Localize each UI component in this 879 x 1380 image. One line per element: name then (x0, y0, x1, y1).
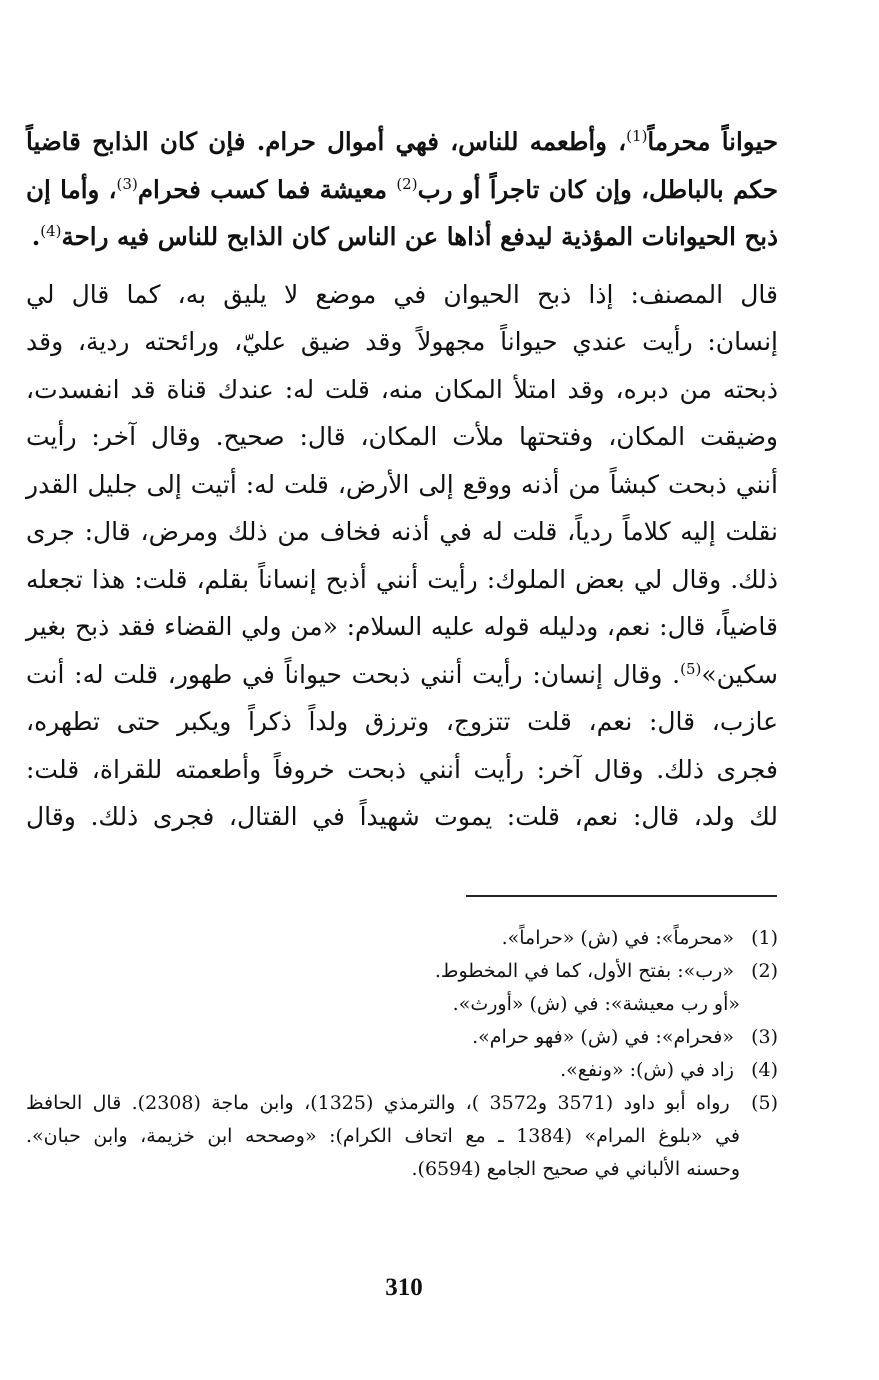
text-line: ذلك. وقال لي بعض الملوك: رأيت أنني أذبح إنساناً بقلم، قلت: هذا تجعله (26, 564, 778, 594)
text-line: حكم بالباطل، وإن كان تاجراً أو رب$^{(2)}$ معيشة فما كسب فحرام$^{(3)}$، وأما إن (26, 174, 778, 204)
footnote-5-continuation: وحسنه الألباني في صحيح الجامع (6594). (411, 1158, 740, 1180)
footnote-marker[interactable]: (2) (396, 174, 418, 193)
footnote-number: (2) (751, 960, 778, 982)
footnote-marker[interactable]: (4) (40, 222, 62, 240)
page-number: 310 (385, 1274, 423, 1301)
footnote-marker[interactable]: (1) (626, 127, 648, 145)
text-line: حيواناً محرماً$^{(1)}$، وأطعمه للناس، فهي أموال حرام. فإن كان الذابح قاضياً (26, 127, 779, 156)
footnote-number: (3) (751, 1026, 778, 1048)
footnote-5-continuation: في «بلوغ المرام» (1384 ـ مع اتحاف الكرام): «وصححه ابن خزيمة، وابن حبان». (26, 1125, 740, 1147)
footnote-1: (1) «محرماً»: في (ش) «حراماً». (26, 922, 778, 955)
text-line: سكين»$^{(5)}$. وقال إنسان: رأيت أنني ذبحت حيواناً في طهور، قلت له: أنت (26, 659, 778, 689)
footnote-divider (466, 895, 777, 897)
footnote-marker[interactable]: (5) (680, 659, 702, 678)
footnote-2-continuation: «أو رب معيشة»: في (ش) «أورث». (452, 993, 740, 1015)
footnotes (26, 922, 778, 1186)
text-line: ذبحته من دبره، وقد امتلأ المكان منه، قلت له: عندك قناة قد انفسدت، (26, 374, 778, 404)
text-line: قال المصنف: إذا ذبح الحيوان في موضع لا يليق به، كما قال لي (26, 279, 778, 309)
text-line: أنني ذبحت كبشاً من أذنه ووقع إلى الأرض، قلت له: أتيت إلى جليل القدر (26, 469, 778, 499)
text-line: وضيقت المكان، وفتحتها ملأت المكان، قال: صحيح. وقال آخر: رأيت (26, 422, 778, 451)
text-line: عازب، قال: نعم، قلت تتزوج، وترزق ولداً ذكراً ويكبر حتى تطهره، (26, 707, 778, 736)
footnote-5: (5) رواه أبو داود (3571 و3572 )، والترمذي (1325)، وابن ماجة (2308). قال الحافظ (26, 1087, 778, 1120)
text-line: قاضياً، قال: نعم، ودليله قوله عليه السلام: «من ولي القضاء فقد ذبح بغير (26, 612, 778, 641)
main-text (26, 118, 778, 841)
footnote-3: (3) «فحرام»: في (ش) «فهو حرام». (26, 1021, 778, 1054)
footnote-2: (2) «رب»: بفتح الأول، كما في المخطوط. (26, 955, 778, 988)
text-line: إنسان: رأيت عندي حيواناً مجهولاً وقد ضيق عليّ، ورائحته ردية، وقد (26, 327, 778, 356)
footnote-number: (1) (751, 927, 778, 949)
paragraph-bold (26, 118, 778, 261)
text-line: لك ولد، قال: نعم، قلت: يموت شهيداً في القتال، فجرى ذلك. وقال (26, 802, 778, 831)
footnote-number: (4) (751, 1059, 778, 1081)
footnote-4: (4) زاد في (ش): «ونفع». (26, 1054, 778, 1087)
text-line: نقلت إليه كلاماً ردياً، قلت له في أذنه فخاف من ذلك ومرض، قال: جرى (26, 517, 778, 546)
footnote-number: (5) (751, 1092, 779, 1114)
footnote-marker[interactable]: (3) (116, 174, 138, 193)
text-line: فجرى ذلك. وقال آخر: رأيت أنني ذبحت خروفاً وأطعمته للقراة، قلت: (26, 754, 778, 784)
text-line: ذبح الحيوانات المؤذية ليدفع أذاها عن الناس كان الذابح للناس فيه راحة$^{(4)}$. (31, 222, 778, 251)
paragraph (26, 271, 778, 841)
